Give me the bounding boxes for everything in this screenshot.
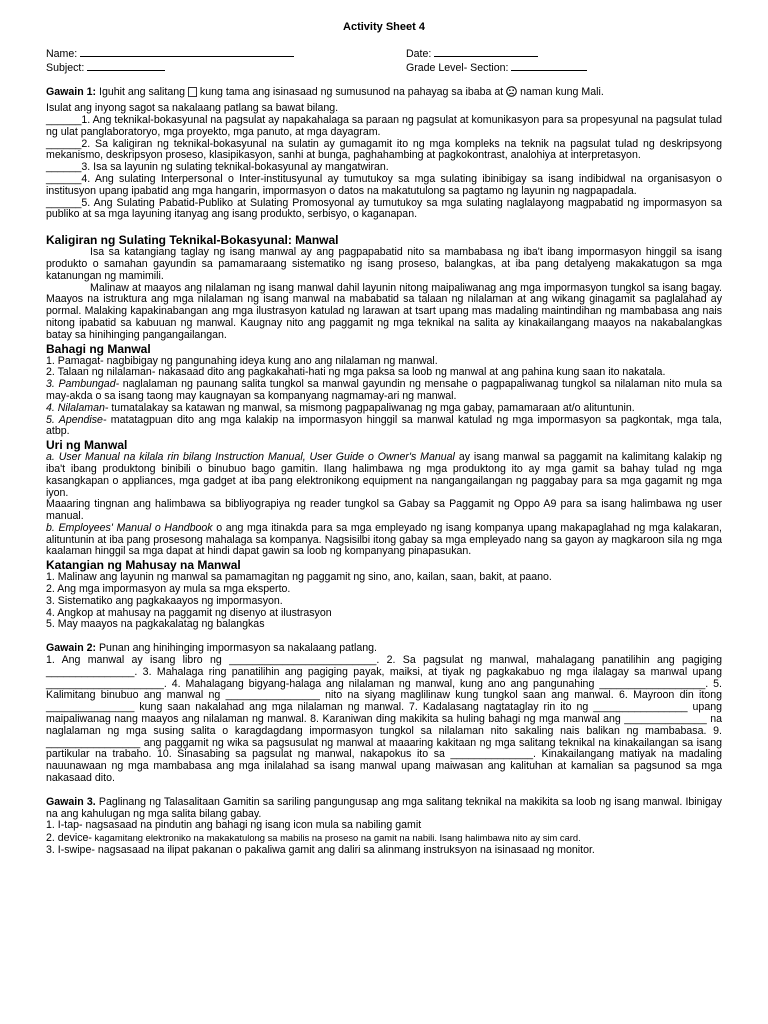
gawain3-term-2: 2. device- bbox=[46, 832, 92, 845]
bahagi-term-2: 2. Talaan ng nilalaman- bbox=[46, 366, 156, 379]
gawain3-item-3 bbox=[46, 845, 722, 857]
gawain1-item-2: ______2. Sa kaligiran ng teknikal-bokasyunal na sulatin ay gumagamit ito ng mga kompleks na teknik na pagsulat tulad ng deskripsyong mekanismo, deskripsyon proseso, klasipikasyon, sanhi at bunga, paghahambing at pagkokontrast, analohiya at interpretasyon. bbox=[46, 137, 722, 162]
bahagi-item-5 bbox=[46, 415, 722, 439]
kaligiran-heading: Kaligiran ng Sulating Teknikal-Bokasyunal: Manwal bbox=[46, 233, 339, 248]
date-field[interactable] bbox=[434, 47, 538, 57]
gawain2-label: Gawain 2: bbox=[46, 642, 97, 655]
date-label: Date: bbox=[406, 47, 432, 60]
bahagi-term-1: 1. Pamagat- bbox=[46, 354, 104, 367]
kaligiran-para-2: Malinaw at maayos ang nilalaman ng isang manwal dahil layunin nitong maipaliwanag ang mga impormasyon tungkol sa isang bagay. Maayos na istruktura ang mga nilalaman ng isang manwal na mababatid sa talaan ng nilalaman at ang wikang ginagamit sa paglalahad ay pormal. Malaking kapakinabangan ang mga ilustrasyon katulad ng larawan at tsart upang mas madaling maintindihan ng mambabasa ang nais nitong ipabatid sa kabuuan ng manwal. Kaugnay nito ang paggamit ng mga teknikal na salita ay kinakailangang maayos na nakabalangkas batay sa hinihinging pangangailangan. bbox=[46, 281, 722, 341]
gawain3-instructions bbox=[46, 797, 722, 821]
uri-a-title: a. User Manual na kilala rin bilang Instruction Manual, User Guide o Owner's Manual bbox=[46, 451, 455, 464]
gawain1-label: Gawain 1: bbox=[46, 86, 97, 99]
gawain2-instr: Punan ang hinihinging impormasyon sa nakalaang patlang. bbox=[96, 642, 377, 655]
gawain1-instructions-line2: Isulat ang inyong sagot sa nakalaang patlang sa bawat bilang. bbox=[46, 102, 339, 115]
katangian-item-3: 3. Sistematiko ang pagkakaayos ng impormasyon. bbox=[46, 594, 283, 607]
bahagi-term-4: 4. Nilalaman- bbox=[46, 401, 109, 414]
gawain1-instr-c: naman kung Mali. bbox=[520, 86, 604, 99]
uri-b-title: b. Employees' Manual o Handbook bbox=[46, 521, 213, 534]
sad-face-icon bbox=[506, 86, 517, 97]
uri-a-example: Maaaring tingnan ang halimbawa sa bibliyograpiya ng reader tungkol sa Gabay sa Paggamit ng Oppo A9 para sa isang halimbawa ng user manual. bbox=[46, 498, 722, 523]
gawain1-item-1: ______1. Ang teknikal-bokasyunal na pagsulat ay napakahalaga sa paraan ng pagsulat at komunikasyon para sa propesyunal na pagsulat tulad ng ulat panglaboratoryo, mga proyekto, mga panuto, at mga dayagram. bbox=[46, 113, 722, 138]
katangian-item-1: 1. Malinaw ang layunin ng manwal sa pamamagitan ng paggamit ng sino, ano, kailan, saan, bakit, at paano. bbox=[46, 571, 552, 584]
gawain3-term-3: 3. I-swipe- bbox=[46, 844, 95, 857]
gawain1-instr-b: kung tama ang isinasaad ng sumusunod na pahayag sa ibaba at bbox=[199, 86, 504, 99]
gawain1-item-3: ______3. Isa sa layunin ng sulating teknikal-bokasyunal ay mangatwiran. bbox=[46, 161, 389, 174]
grade-label: Grade Level- Section: bbox=[406, 61, 509, 74]
gawain1-item-4: ______4. Ang sulating Interpersonal o Inter-institusyunal ay tumutukoy sa mga sulating ibinibigay sa isang indibidwal na organisasyon o institusyon upang ipabatid ang mga hangarin, impormasyon o datos na makatutulong sa pagtamo ng layunin ng nagpapadala. bbox=[46, 172, 722, 197]
subject-label: Subject: bbox=[46, 61, 85, 74]
bahagi-item-3 bbox=[46, 379, 722, 403]
katangian-item-2: 2. Ang mga impormasyon ay mula sa mga eksperto. bbox=[46, 583, 291, 596]
katangian-heading: Katangian ng Mahusay na Manwal bbox=[46, 558, 241, 573]
name-field[interactable] bbox=[80, 47, 294, 57]
gawain3-label: Gawain 3. bbox=[46, 795, 96, 808]
bahagi-term-5: 5. Apendise- bbox=[46, 413, 107, 426]
uri-heading: Uri ng Manwal bbox=[46, 438, 128, 453]
gawain3-item-1 bbox=[46, 820, 722, 832]
uri-a bbox=[46, 452, 722, 499]
gawain1-item-5: ______5. Ang Sulating Pabatid-Publiko at Sulating Promosyonal ay tumutukoy sa mga sulating naglalayong magpabatid ng impormasyon sa publiko at sa mga layuning itanyag ang isang produkto, serbisyo, o kaganapan. bbox=[46, 196, 722, 221]
uri-b-text: o ang mga itinakda para sa mga empleyado ng isang kompanya upang makapaglahad ng mga kalakaran, alituntunin at iba pang prosesong mahalaga sa kompanya. Nagsisilbi itong gabay sa mga empleyado nang sa gayon ay magkaroon sila ng mga kaalaman hinggil sa mga dapat at hindi dapat gawin sa loob ng kompanyang pinapasukan. bbox=[46, 521, 722, 558]
gawain1-instructions bbox=[46, 86, 722, 99]
uri-a-text: ay isang manwal sa paggamit na kalimitang kalakip ng iba't ibang produktong binibili o binubuo bago gamitin. Ilang halimbawa ng mga produktong ito ay mga gamit sa bahay tulad ng mga kasangkapan o appliances, mga gadget at iba pang elektronikong equipment na nangangailangan ng paggabay para sa mga gagamit ng mga iyon. bbox=[46, 451, 722, 499]
bahagi-text-3: naglalaman ng paunang salita tungkol sa manwal gayundin ng mensahe o pagpapaliwanag tungkol sa nilalaman nito mula sa may-akda o sa isang taong may kaugnayan sa kompanyang nagmamay-ari ng manwal. bbox=[46, 378, 722, 402]
gawain3-term-1: 1. I-tap- bbox=[46, 819, 83, 832]
gawain3-instr: Paglinang ng Talasalitaan Gamitin sa sariling pangungusap ang mga salitang teknikal na makikita sa loob ng isang manwal. Ibinigay na ang kahulugan ng mga salita bilang gabay. bbox=[46, 795, 722, 820]
gawain1-instr-a: Iguhit ang salitang bbox=[99, 86, 185, 99]
smile-icon bbox=[188, 87, 197, 97]
subject-grade-row bbox=[46, 61, 722, 75]
uri-b bbox=[46, 523, 722, 558]
bahagi-text-1: nagbibigay ng pangunahing ideya kung ano ang nilalaman ng manwal. bbox=[103, 354, 438, 367]
bahagi-heading: Bahagi ng Manwal bbox=[46, 341, 151, 356]
name-date-row bbox=[46, 47, 722, 61]
gawain3-text-3: nagsasaad na ilipat pakanan o pakaliwa gamit ang daliri sa alinmang instruksyon na isinasaad ng monitor. bbox=[94, 844, 595, 857]
bahagi-text-4: tumatalakay sa katawan ng manwal, sa mismong pagpapaliwanag ng mga gabay, pamamaraan at/o alituntunin. bbox=[108, 401, 635, 414]
name-label: Name: bbox=[46, 47, 78, 60]
katangian-item-5: 5. May maayos na pagkakalatag ng balangkas bbox=[46, 618, 265, 631]
bahagi-text-5: matatagpuan dito ang mga kalakip na impormasyon hinggil sa manwal katulad ng mga impormasyon sa pagkontak, mga tala, atbp. bbox=[46, 413, 723, 438]
gawain3-text-1: nagsasaad na pindutin ang bahagi ng isang icon mula sa nabiling gamit bbox=[82, 819, 422, 832]
katangian-item-4: 4. Angkop at mahusay na paggamit ng disenyo at ilustrasyon bbox=[46, 606, 332, 619]
subject-field[interactable] bbox=[87, 61, 165, 71]
bahagi-text-2: nakasaad dito ang pagkakahati-hati ng mga paksa sa loob ng manwal at ang pahina kung saan ito nakatala. bbox=[155, 366, 666, 379]
kaligiran-para-1: Isa sa katangiang taglay ng isang manwal ay ang pagpapabatid nito sa mambabasa ng iba't ibang impormasyon hinggil sa isang produkto o samahan gayundin sa pamamaraang sistematiko ng isang proseso, balangkas, at iba pang detalyeng makakatugon sa mga katanungan ng mamimili. bbox=[46, 246, 722, 282]
gawain3-text-2: kagamitang elektroniko na makakatulong sa mabilis na proseso na gamit na nabili. Isang halimbawa nito ay sim card. bbox=[91, 832, 581, 844]
page-title: Activity Sheet 4 bbox=[343, 21, 425, 33]
bahagi-term-3: 3. Pambungad- bbox=[46, 378, 120, 391]
grade-section-field[interactable] bbox=[511, 61, 587, 71]
gawain2-body: 1. Ang manwal ay isang libro ng _________________________. 2. Sa pagsulat ng manwal, mahalagang panatilihin ang pagiging _______________. 3. Mahalaga ring panatilihin ang pagiging payak, maiksi, at tiyak ng pagkakabuo ng mga ilalagay sa manwal upang ____________________. 4. Mahalagang bigyang-halaga ang nilalaman ng manwal, kung ano ang pangunahing __________________. 5. Kalimitang binubuo ang manwal ng ________________ nito na siyang maglilinaw kung tungkol saan ang manwal. 6. Mayroon din itong _______________ kung saan nakalahad ang mga nilalaman ng manwal. 7. Kadalasang nagtataglay rin ito ng ________________ upang maipaliwanag nang maayos ang nilalaman ng manwal. 8. Karaniwan ding makikita sa huling bahagi ng mga manwal ang ______________ na naglalaman ng mga susing salita o karagdagdang impormasyon tungkol sa nilalaman nito sakaling nais balikan ng mambabasa. 9. ________________ ang paggamit ng wika sa pagsusulat ng manwal at maaaring kakitaan ng mga salitang teknikal na kinakailangan sa isang partikular na trabaho. 10. Sinasabing sa pagsulat ng manwal, nakapokus ito sa ______________. Kinakailangang matiyak na madaling nauunawaan ng mga mambabasa ang mga inilalahad sa isang manwal upang maiwasan ang kalituhan at kamalian sa pagsunod sa mga nakasaad dito. bbox=[46, 654, 722, 785]
